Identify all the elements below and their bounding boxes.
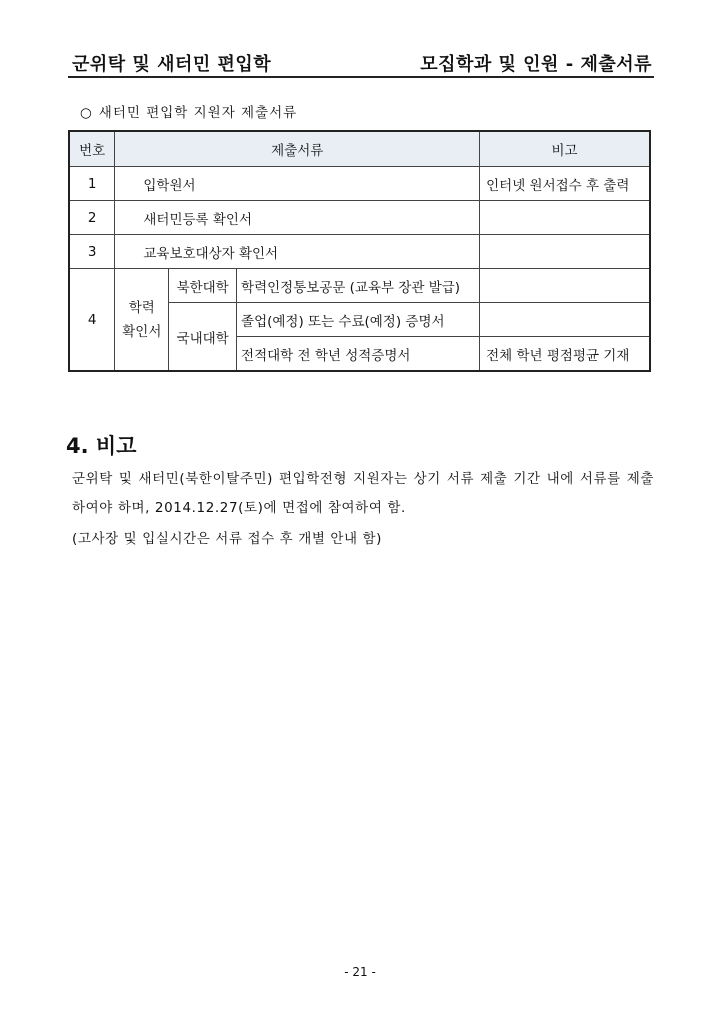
header-no: 번호 <box>69 131 115 167</box>
table-row <box>69 269 650 303</box>
header-title-right: 모집학과 및 인원 - 제출서류 <box>420 54 652 75</box>
remark-paragraph: 군위탁 및 새터민(북한이탈주민) 편입학전형 지원자는 상기 서류 제출 기간 내에 서류를 제출하여야 하며, 2014.12.27(토)에 면접에 참여하여 함. <box>72 471 654 516</box>
header-title-left: 군위탁 및 새터민 편입학 <box>72 54 272 75</box>
table-caption <box>80 101 297 121</box>
documents-table <box>68 130 651 372</box>
domestic-univ-remark2: 전체 학년 평점평균 기재 <box>480 337 650 372</box>
circle-bullet-icon: ○ <box>80 105 93 121</box>
category-line1: 학력 <box>128 299 155 316</box>
row-no: 4 <box>69 269 115 372</box>
row-category <box>115 269 169 372</box>
row-no: 3 <box>69 235 115 269</box>
north-univ-remark <box>480 269 650 303</box>
row-remark: 인터넷 원서접수 후 출력 <box>480 167 650 201</box>
row-doc: 교육보호대상자 확인서 <box>115 235 480 269</box>
row-no: 1 <box>69 167 115 201</box>
row-remark <box>480 201 650 235</box>
domestic-univ-label: 국내대학 <box>169 303 237 372</box>
section-title: 4. 비고 <box>66 434 137 458</box>
table-caption-text: 새터민 편입학 지원자 제출서류 <box>98 105 298 121</box>
page-header <box>68 50 654 78</box>
domestic-univ-doc1: 졸업(예정) 또는 수료(예정) 증명서 <box>237 303 480 337</box>
row-doc: 입학원서 <box>115 167 480 201</box>
row-doc: 새터민등록 확인서 <box>115 201 480 235</box>
domestic-univ-doc2: 전적대학 전 학년 성적증명서 <box>237 337 480 372</box>
row-no: 2 <box>69 201 115 235</box>
table-row <box>69 201 650 235</box>
north-univ-doc: 학력인정통보공문 (교육부 장관 발급) <box>237 269 480 303</box>
row-remark <box>480 235 650 269</box>
domestic-univ-remark1 <box>480 303 650 337</box>
header-docs: 제출서류 <box>115 131 480 167</box>
category-line2: 확인서 <box>122 323 162 340</box>
table-row <box>69 235 650 269</box>
page-number: - 21 - <box>344 965 376 979</box>
table-row <box>69 167 650 201</box>
table-header-row <box>69 131 650 167</box>
remark-note: (고사장 및 입실시간은 서류 접수 후 개별 안내 함) <box>72 531 383 547</box>
north-univ-label: 북한대학 <box>169 269 237 303</box>
header-remark: 비고 <box>480 131 650 167</box>
